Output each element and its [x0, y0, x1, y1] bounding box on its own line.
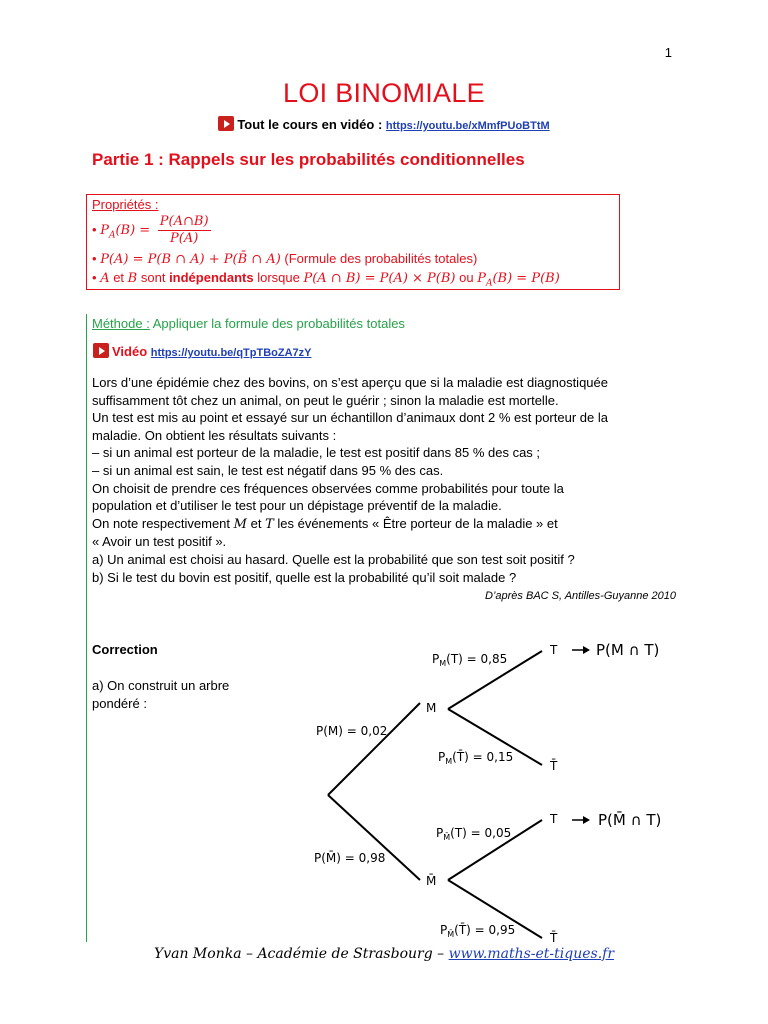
arrow-2-head: [583, 816, 590, 824]
label-pmbar-tbar: $P_{M̄}(T̄) = 0,95$: [440, 923, 516, 939]
page-number: 1: [664, 45, 672, 60]
leaf-t-2: T: [550, 812, 558, 826]
correction-heading: Correction: [92, 642, 158, 657]
correction-part-a: a) On construit un arbre pondéré :: [92, 678, 230, 711]
footer-website-link[interactable]: www.maths-et-tiques.fr: [448, 946, 615, 962]
exercise-source: D’après BAC S, Antilles-Guyanne 2010: [485, 590, 676, 602]
node-mbar: M̄: [426, 874, 437, 888]
label-pmbar-t: $P_{M̄}(T) = 0,05$: [436, 826, 512, 842]
page-title: LOI BINOMIALE: [283, 78, 485, 108]
course-video-link[interactable]: https://youtu.be/xMmfPUoBTtM: [385, 120, 550, 132]
course-video-label: Tout le cours en vidéo :: [237, 117, 383, 132]
conditional-fraction: $\frac{P(A\cap B)}{P(A)}$: [159, 214, 209, 246]
video-label: Vidéo: [112, 344, 148, 359]
leaf-tbar-2: T̄: [550, 931, 558, 945]
branch-root-m: [328, 703, 420, 795]
methode-video-link[interactable]: https://youtu.be/qTpTBoZA7zY: [150, 347, 312, 359]
property-conditional: • $P_A(B)$ = $\frac{P(A\cap B)}{P(A)}$: [92, 214, 209, 246]
result-p-m-inter-t: P(M ∩ T): [596, 641, 660, 659]
label-pm-tbar: $P_M(T̄) = 0,15$: [438, 750, 514, 766]
property-independence: • A et B sont indépendants lorsque P(A ∩ B) = P(A) × P(B) ou $P_A(B) = P(B)$: [92, 270, 560, 289]
branch-root-mbar: [328, 795, 420, 880]
leaf-tbar-1: T̄: [550, 759, 558, 773]
label-p-m: P(M) = 0,02: [316, 724, 388, 738]
result-p-mbar-inter-t: P(M̄ ∩ T): [598, 811, 662, 829]
arrow-1-head: [583, 646, 590, 654]
leaf-t-1: T: [550, 643, 558, 657]
methode-heading: Méthode : Appliquer la formule des probabilités totales: [92, 316, 405, 331]
exercise-statement: Lors d’une épidémie chez des bovins, on s’est aperçu que si la maladie est diagnostiquée suffisamment tôt chez un animal, on peut le guérir ; sinon la maladie est mortelle. Un test est mis au point et essayé sur un échantillon d’animaux dont 2 % est porteur de la maladie. On obtient les résultats suivants : – si un animal est porteur de la maladie, le test est positif dans 85 % des cas ; – si un animal est sain, le test est négatif dans 95 % des cas. On choisit de prendre ces fréquences observées comme probabilités pour toute la population et d’utiliser le test pour un dépistage préventif de la maladie. On note respectivement M et T les événements « Être porteur de la maladie » et « Avoir un test positif ». a) Un animal est choisi au hasard. Quelle est la probabilité que son test soit positif ? b) Si le test du bovin est positif, quelle est la probabilité qu’il soit malade ?: [92, 375, 608, 585]
part1-heading: Partie 1 : Rappels sur les probabilités conditionnelles: [92, 150, 525, 169]
properties-heading: Propriétés :: [92, 197, 159, 212]
page-footer: Yvan Monka – Académie de Strasbourg – www.maths-et-tiques.fr: [153, 946, 615, 962]
label-pm-t: $P_M(T) = 0,85$: [432, 652, 508, 668]
label-p-mbar: P(M̄) = 0,98: [314, 851, 386, 865]
property-total-probability: • P(A) = P(B ∩ A) + P(B̄ ∩ A) (Formule des probabilités totales): [92, 251, 478, 267]
node-m: M: [426, 701, 437, 715]
